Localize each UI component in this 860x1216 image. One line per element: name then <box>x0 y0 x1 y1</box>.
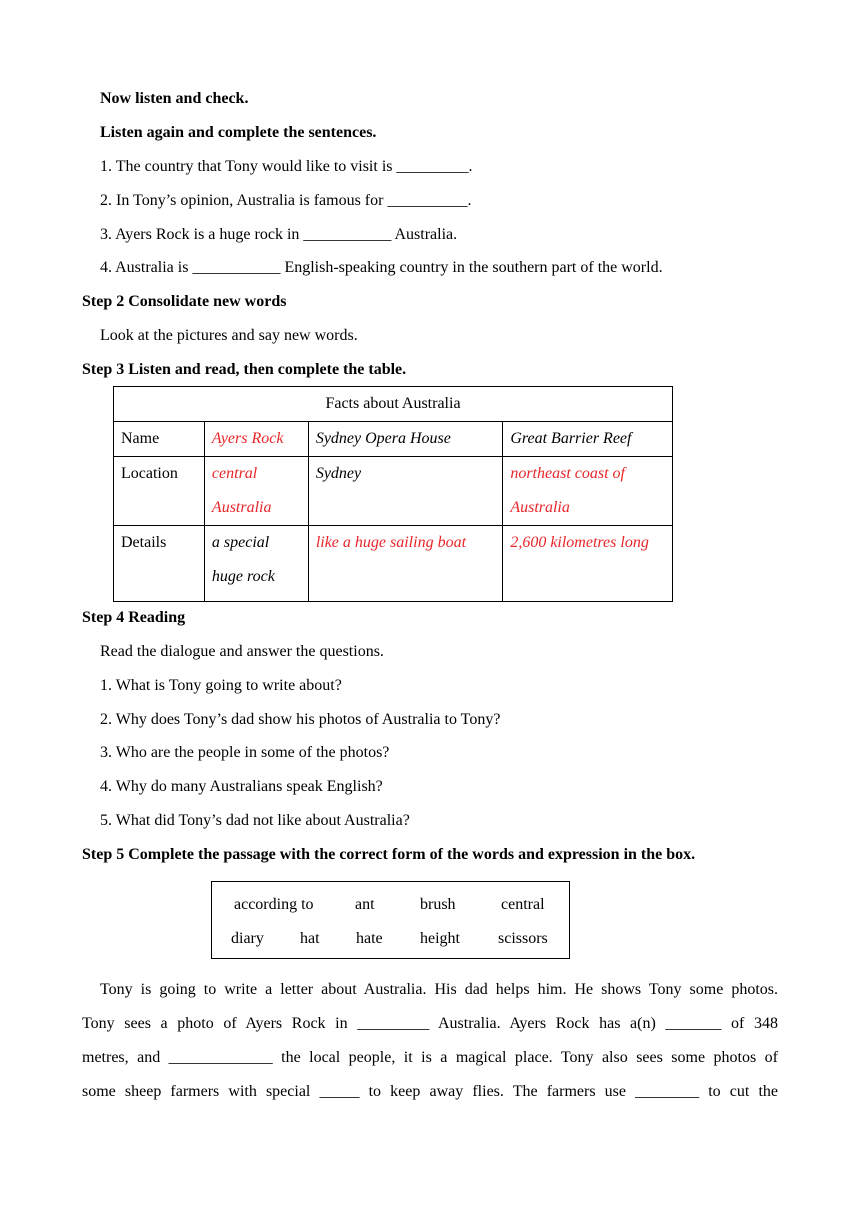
question-5: 5. What did Tony’s dad not like about Australia? <box>100 812 410 829</box>
cell-details-ayers-line1: a special <box>211 534 270 551</box>
row-label-details: Details <box>114 526 205 602</box>
cell-location-ayers-line1: central <box>211 465 258 482</box>
cell-details-ayers-line2: huge rock <box>211 568 275 585</box>
word-height: height <box>420 930 460 947</box>
word-scissors: scissors <box>498 930 548 947</box>
passage-line-1: Tony is going to write a letter about Australia. His dad helps him. He shows Tony some photos. <box>100 981 778 998</box>
step-4-heading: Step 4 Reading <box>82 609 186 626</box>
word-central: central <box>501 896 545 913</box>
word-brush: brush <box>420 896 456 913</box>
sentence-4: 4. Australia is ___________ English-speaking country in the southern part of the world. <box>100 259 663 276</box>
cell-location-reef-line1: northeast coast of <box>510 465 625 482</box>
cell-location-reef <box>503 457 673 526</box>
word-according-to: according to <box>234 896 314 913</box>
facts-table <box>113 386 673 602</box>
question-4: 4. Why do many Australians speak English? <box>100 778 383 795</box>
passage-line-2: Tony sees a photo of Ayers Rock in _________ Australia. Ayers Rock has a(n) _______ of 348 <box>82 1015 778 1032</box>
row-label-name: Name <box>114 422 205 457</box>
cell-location-reef-line2: Australia <box>510 499 570 516</box>
cell-details-opera: like a huge sailing boat <box>308 526 503 602</box>
word-box <box>211 881 570 959</box>
table-row-details <box>114 526 673 602</box>
step-3-heading: Step 3 Listen and read, then complete the table. <box>82 361 407 378</box>
cell-name-opera: Sydney Opera House <box>308 422 503 457</box>
sentence-3: 3. Ayers Rock is a huge rock in ___________ Australia. <box>100 226 458 243</box>
word-hate: hate <box>356 930 383 947</box>
table-row-name <box>114 422 673 457</box>
passage-line-3: metres, and _____________ the local people, it is a magical place. Tony also sees some photos of <box>82 1049 778 1066</box>
question-1: 1. What is Tony going to write about? <box>100 677 342 694</box>
cell-name-ayers: Ayers Rock <box>204 422 308 457</box>
sentence-2: 2. In Tony’s opinion, Australia is famous for __________. <box>100 192 472 209</box>
instruction-listen-check: Now listen and check. <box>100 90 249 107</box>
cell-location-ayers-line2: Australia <box>211 499 272 516</box>
sentence-1: 1. The country that Tony would like to visit is _________. <box>100 158 473 175</box>
row-label-location: Location <box>114 457 205 526</box>
word-hat: hat <box>300 930 320 947</box>
step-2-text: Look at the pictures and say new words. <box>100 327 358 344</box>
step-4-text: Read the dialogue and answer the questions. <box>100 643 384 660</box>
question-3: 3. Who are the people in some of the photos? <box>100 744 390 761</box>
cell-details-reef: 2,600 kilometres long <box>503 526 673 602</box>
passage-line-4: some sheep farmers with special _____ to keep away flies. The farmers use ________ to cut the <box>82 1083 778 1100</box>
step-5-heading: Step 5 Complete the passage with the correct form of the words and expression in the box. <box>82 846 696 863</box>
cell-name-reef: Great Barrier Reef <box>503 422 673 457</box>
cell-details-ayers <box>204 526 308 602</box>
word-ant: ant <box>355 896 375 913</box>
word-diary: diary <box>231 930 264 947</box>
cell-location-opera: Sydney <box>308 457 503 526</box>
instruction-listen-again: Listen again and complete the sentences. <box>100 124 377 141</box>
cell-location-ayers <box>204 457 308 526</box>
question-2: 2. Why does Tony’s dad show his photos of Australia to Tony? <box>100 711 501 728</box>
passage <box>82 973 778 1109</box>
table-row-location <box>114 457 673 526</box>
step-2-heading: Step 2 Consolidate new words <box>82 293 287 310</box>
table-title: Facts about Australia <box>114 387 673 422</box>
